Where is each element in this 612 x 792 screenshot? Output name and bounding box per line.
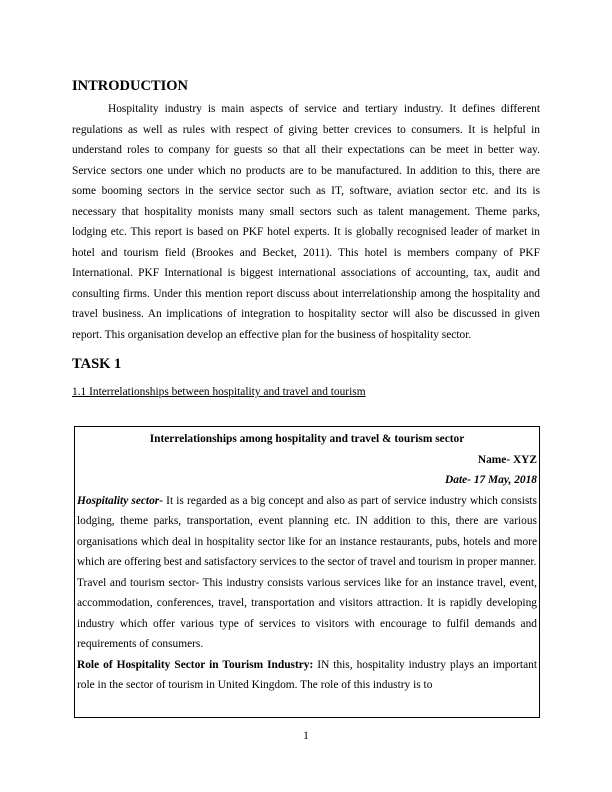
role-label: Role of Hospitality Sector in Tourism Industry: — [77, 658, 314, 671]
travel-tourism-paragraph: Travel and tourism sector- This industry consists various services like for an instance travel, event, accommodation, conferences, travel, transportation and visitors attraction. It is rapidly developing industry which offer various type of services to visitors with encourage to fulfil demands and requirements of consumers. — [77, 576, 537, 650]
role-text: IN this, hospitality industry plays an important role in the sector of tourism in United Kingdom. The role of this industry is to — [77, 658, 537, 691]
memo-box — [74, 426, 540, 718]
hospitality-sector-label: Hospitality sector- — [77, 494, 164, 507]
memo-box-content — [75, 427, 539, 696]
role-paragraph — [77, 655, 537, 696]
memo-title: Interrelationships among hospitality and travel & tourism sector — [149, 433, 465, 445]
memo-date: Date- 17 May, 2018 — [445, 474, 537, 486]
memo-name: Name- XYZ — [477, 453, 537, 466]
hospitality-sector-paragraph — [77, 491, 537, 573]
page-number: 1 — [303, 730, 309, 742]
section-1-1-subheading: 1.1 Interrelationships between hospitality and travel and tourism — [72, 386, 366, 398]
introduction-paragraph: Hospitality industry is main aspects of service and tertiary industry. It defines different regulations as well as rules with respect of giving better crevices to consumers. It is helpful in understand roles to company for guests so that all their expectations can be meet in better way. Service sectors one under which no products are to be manufactured. In addition to this, there are some booming sectors in the service sector such as IT, software, aviation sector etc. and its is necessary that hospitality monists many small sectors such as talent management. Theme parks, lodging etc. This report is based on PKF hotel experts. It is globally recognised leader of market in hotel and tourism field (Brookes and Becket, 2011). This hotel is members company of PKF International. PKF International is biggest international associations of accounting, tax, audit and consulting firms. Under this mention report discuss about interrelationship among the hospitality and travel business. An implications of integration to hospitality sector will also be discussed in given report. This organisation develop an effective plan for the business of hospitality sector. — [72, 103, 540, 341]
hospitality-sector-text: It is regarded as a big concept and also as part of service industry which consists lodging, theme parks, transportation, event planning etc. IN addition to this, there are various organisations which deal in hospitality sector like for an instance restaurants, pubs, hotels and more which are offering best and satisfactory services to the sector of travel and tourism in proper manner. — [77, 494, 537, 568]
introduction-heading: INTRODUCTION — [72, 78, 189, 94]
task-1-heading: TASK 1 — [72, 356, 122, 372]
